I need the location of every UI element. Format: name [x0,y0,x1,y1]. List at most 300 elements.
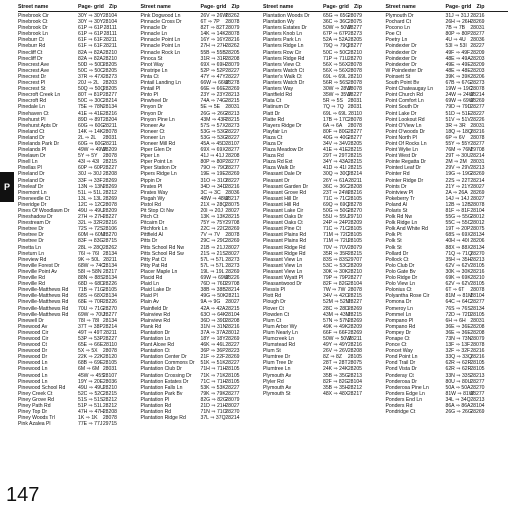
page-grid: 20J ⇒ 2L [78,80,99,87]
page-grid: 26V ⇒ 26V [323,348,349,355]
zip-code: 28269 [102,183,117,190]
street-name: Polk St [385,238,402,245]
zip-code: 28208 [102,409,117,416]
page-grid: 30J ⇒ 30J [78,171,102,178]
street-name: Platte Rd [263,116,284,123]
zip-code: 28277 [470,140,485,147]
street-name: Pleasant Ridge Rd [263,250,306,257]
street-name: Pitty Pat Rd [140,262,168,269]
page-grid: 53I ⇒ 53I [445,43,467,50]
page-grid: 46K ⇒ 46L [200,342,226,349]
zip-code: 28277 [225,165,240,172]
zip-code: 28208 [102,171,117,178]
page-grid: 33F ⇒ 33F [78,177,103,184]
page-grid: 30Y ⇒ 30Y [78,13,104,19]
zip-code: 28078 [102,415,117,422]
page-grid: 88X ⇒ 88X [445,244,471,251]
street-name: Pioneer Ln [140,134,166,141]
page-grid: 79K ⇒ 79K [200,390,226,397]
page-grid: 17B ⇒ 17C [323,116,349,123]
page-grid: 63O ⇒ 64K [200,311,227,318]
zip-code: 28208 [225,55,240,62]
page-grid: 26H ⇒ 26H [445,19,472,26]
zip-code: 28212 [102,189,117,196]
zip-code: 28105 [470,366,485,373]
page-grid: 71C ⇒ 71C [323,226,349,233]
zip-header: Zip [109,4,117,10]
page-grid: 29T ⇒ 30U [445,153,471,160]
street-name: Pompano Pl [385,317,414,324]
street-name: Pleasant Plains Rd [263,232,307,239]
page-grid: 35B ⇒ 35G [323,372,349,379]
street-name: Plantation Club Dr [140,366,182,373]
page-grid: 75Y ⇒ 75Y [200,220,226,227]
page-grid: 62V ⇒ 62V [445,262,471,269]
page-grid: 71H ⇒ 71H [200,366,227,373]
zip-code: 28227 [470,110,485,117]
zip-code: 28078 [347,86,362,93]
street-name: Placer Maple Ln [140,268,178,275]
page-grid: 78I ⇒ 78I [78,317,100,324]
zip-code: 28269 [225,226,240,233]
zip-code: 28216 [102,110,117,117]
zip-code: 28277 [347,134,362,141]
zip-code: 28227 [225,177,240,184]
page-grid: 43M ⇒ 43M [323,311,350,318]
page-grid: 49U ⇒ 49U [78,208,104,214]
street-name: Pinecliff Dr [18,55,43,62]
page-grid: 24W ⇒ 24W [445,92,474,99]
page-grid: 5Y ⇒ 5Y [78,153,98,160]
street-name: Plymouth Dr [385,13,414,19]
page-grid: 76I ⇒ 76I [78,250,100,257]
page-grid: 3R ⇒ 3R [445,122,466,129]
street-name: Plum St [263,348,281,355]
street-name: Plum Tree Dr [263,360,294,367]
zip-code: 28075 [470,226,485,233]
page-grid: 30K ⇒ 30K [323,268,349,275]
street-name: Poland Al [385,201,408,208]
page-grid: 43M ⇒ 43R [200,116,227,123]
page-grid: 33Q ⇒ 33Q [445,354,472,361]
street-name: Pinebrook Dr [18,25,48,32]
page-number: 147 [6,484,40,506]
page-grid: 33N ⇒ 33S [445,372,472,379]
page-grid: 5E ⇒ 5E [200,104,221,111]
street-name: Plowden Ct [263,311,290,318]
zip-code: 28216 [470,268,485,275]
street-name: Plessis Pl [263,287,286,294]
zip-code: 28203 [470,55,485,62]
page-grid: 19W ⇒ 19C [445,86,473,93]
zip-code: 28209 [470,49,485,56]
street-name: Pines Of Woodlawn Dr [18,208,70,214]
page-grid: 36E ⇒ 36E [445,329,471,336]
street-name: Players Ridge Dr [263,122,302,129]
street-name: Pineridge Dr [18,201,47,208]
street-name: Pleasant View Ln [263,256,303,263]
zip-code: 28223 [225,348,240,355]
zip-code: 28208 [470,329,485,336]
zip-code: 28105 [470,281,485,288]
zip-code: 28269 [347,305,362,312]
street-name: Pinewood Cir [18,335,49,342]
page-grid: 32L ⇒ 32R [78,220,103,227]
page-grid: 12B ⇒ 12B [445,201,471,208]
page-grid: 49E ⇒ 49E [445,61,471,68]
street-name: Pinnacle Cross Dr [140,19,182,26]
page-grid: 47Y ⇒ 47Y [200,73,226,80]
page-grid: 69K ⇒ 69K [445,275,471,282]
page-grid: 29T ⇒ 29T [323,153,348,160]
page-grid: 71P ⇒ 71U [323,55,349,62]
page-grid: 43I ⇒ 43I [78,159,100,166]
street-name: Pokeberry Tr [385,195,415,202]
street-name: Plaid Lake Dr [140,287,172,294]
page-grid: 51D ⇒ 51E [445,110,472,117]
page-grid: 2A ⇒ 26A [445,189,468,196]
zip-code: 28210 [102,384,117,391]
street-name: Pollock Ct [385,256,409,263]
page-grid: 58I ⇒ 58N [78,268,102,275]
street-name: Pointer Ridge Dr [385,177,424,184]
street-name: Pleasant View Ln [263,262,303,269]
page-grid: 79D ⇒ 79D [445,104,472,111]
street-name: Plum Ct [263,317,282,324]
zip-code: 28273 [225,122,240,129]
street-name: Plantfield Rd [263,92,292,99]
zip-code: 28215 [225,98,240,105]
page-grid: 23Y ⇒ 23Y [200,92,226,99]
zip-code: 28216 [470,348,485,355]
zip-code: 28277 [347,25,362,32]
zip-code: 28031 [470,159,485,166]
zip-code: 28078 [102,348,117,355]
page-grid: 50C ⇒ 30C [78,98,104,105]
zip-code: 28078 [470,86,485,93]
page-grid: 73N ⇒ 73N [445,335,472,342]
zip-code: 28208 [347,348,362,355]
zip-code: 28205 [102,61,117,68]
street-name: Pleasant Ridge Rd [263,244,306,251]
zip-code: 28227 [225,384,240,391]
street-name: Pinetree Dr [18,232,44,239]
street-name: Pinecliff Ct [18,49,43,56]
street-name: Polk Rd Nw [385,214,413,221]
zip-code: 28269 [470,189,485,196]
zip-code: 28134 [102,262,117,269]
street-name: Pinewood School Rd [18,384,66,391]
page-grid: 37A ⇒ 37A [200,329,226,336]
zip-code: 28079 [225,61,240,68]
street-name: Pointe Regatta Dr [385,159,426,166]
street-name: Pleasant Pine Ct [263,226,301,233]
page-grid: 67P ⇒ 67P [323,31,349,38]
street-name: Point South Dr [385,104,419,111]
zip-code: 28211 [103,329,117,336]
zip-code: 28031 [347,98,362,105]
street-name: Pinebrook Ct [18,19,48,26]
page-grid: 65E ⇒ 66E [78,342,104,349]
zip-code: 28215 [347,165,362,172]
zip-code: 28273 [347,31,362,38]
page-grid: 80U ⇒ 80U [445,378,472,385]
page-grid: 29C ⇒ 29C [200,238,227,245]
street-name: Pinewood Ln [18,360,48,367]
zip-code: 28269 [470,19,485,26]
zip-code: 28031 [470,122,485,129]
zip-code: 28104 [470,293,485,300]
page-grid: 72S ⇒ 72S [78,226,104,233]
page-grid: 35W ⇒ 35W [323,92,352,99]
street-name: Plymouth Av [263,384,292,391]
zip-code: 28269 [225,86,240,93]
zip-code: 28078 [225,31,240,38]
page-grid: 14K ⇒ 14K [200,31,226,38]
zip-code: 28216 [470,13,485,19]
street-name: South Point Bv [385,80,420,87]
street-name: Pointer Rd [385,171,410,178]
page-grid: 6M ⇒ 6M [78,366,100,373]
zip-code: 28214 [470,92,485,99]
page-grid: 26G ⇒ 26G [445,409,472,416]
zip-code: 28217 [347,390,362,397]
zip-code: 28078 [102,153,117,160]
street-name: Pineville Point Av [18,268,57,275]
street-name: Playfair Ln [263,128,288,135]
page-grid: 69W ⇒ 70U [78,311,105,318]
page-grid: 82A ⇒ 82A [78,55,103,62]
street-name-header: Street name [18,4,49,10]
page-grid: 49T ⇒ 49T [78,329,103,336]
street-name: Point West Dr [385,153,417,160]
zip-code: 28104 [102,19,117,26]
zip-code: 29708 [225,281,240,288]
zip-code: 28277 [102,311,117,318]
page-grid: 60P ⇒ 60P [78,165,104,172]
street-name: Pineturn Ln [18,250,45,257]
street-name: Plainfield Dr [140,305,168,312]
street-name: Pinnacle Ln [140,31,168,38]
zip-code: 28211 [103,37,117,44]
page-grid: 8Z ⇒ 8Z [323,354,342,361]
street-name: Pineville Rd [18,281,45,288]
zip-code: 28078 [347,116,362,123]
zip-code: 28079 [225,25,240,32]
street-name: Pineview Rd [18,256,47,263]
page-grid: 68W ⇒ 74C [78,262,105,269]
zip-code: 28277 [470,378,485,385]
zip-code: 28227 [470,43,485,50]
street-name: Pleasant Garden Dr [263,183,309,190]
page-grid: 37T ⇒ 38P [78,323,103,330]
street-name: Pineburr Ct [18,37,44,44]
street-name: Plaza Walk Dr [263,165,296,172]
street-name: Plantation Ln [140,335,171,342]
zip-code: 28227 [347,92,362,99]
street-name: Plata Ct [263,98,282,105]
street-name: Piper Ln [140,153,160,160]
index-column [263,4,386,427]
index-column [386,4,509,427]
zip-code: 28269 [225,354,240,361]
page-grid: 56X ⇒ 56X [323,67,349,74]
street-name: Plymouth St [263,390,291,397]
zip-code: 28134 [102,104,117,111]
street-name: Poindexter Dr [385,55,417,62]
zip-code: 28226 [102,281,117,288]
street-name: Pitchfork Ln [140,226,168,233]
street-name: Piper Point Ln [140,159,173,166]
street-name: Pistol Rd [140,201,161,208]
zip-code: 28206 [470,73,485,80]
zip-code: 28269 [470,171,485,178]
street-name: Ponape Ct [385,335,410,342]
zip-code: 28273 [225,262,240,269]
street-name: Pointview Pl [385,189,414,196]
street-name: Plaza Rd Ext [263,159,293,166]
street-name: Plantation Rd [140,403,172,409]
zip-code: 28270 [347,208,362,214]
street-name: Pinetree Dr [18,238,44,245]
zip-code: 28215 [347,159,362,166]
zip-code: 28269 [225,238,240,245]
street-entry [386,409,509,415]
street-name: Pineland Dr [18,171,45,178]
zip-code: 28278 [225,80,240,87]
zip-code: 28213 [225,110,240,117]
street-name: Planters Park Ln [263,37,301,44]
street-name: Pinellas Pl [18,165,42,172]
street-name: Polk St [385,244,402,251]
page-grid: 28T ⇒ 28T [323,360,348,367]
page-grid: 82F ⇒ 82G [323,378,349,385]
page-grid: 14K ⇒ 14K [78,128,104,135]
zip-code: 28204 [102,116,117,123]
page-grid: 69W ⇒ 69W [445,98,474,105]
street-name: Polonius Ct [385,287,412,294]
page-grid: 57N ⇒ 57N [323,317,349,324]
zip-code: 28205 [102,67,117,74]
zip-code: 28269 [102,195,117,202]
street-name: Pinewood Ln [18,366,48,373]
zip-code: 28277 [102,92,117,99]
zip-code: 28211 [103,256,117,263]
page-grid: 64C ⇒ 64C [445,299,472,306]
page-grid: 36C ⇒ 36C [323,183,349,190]
page-grid: 22K ⇒ 22K [78,354,104,361]
street-name: Polk Pt [385,232,402,239]
street-name: Pitts Dr [140,238,158,245]
page-grid: 71M ⇒ 72U [323,238,350,245]
zip-code: 28269 [102,177,117,184]
street-name: Point Chateaugay Ln [385,86,434,93]
street-name: Plum Arbor Wy [263,323,297,330]
street-name: Pineland Dr [18,134,45,141]
zip-code: 28215 [347,147,362,154]
street-name: Pocono Ln [385,25,410,32]
page-grid: 66F ⇒ 66F [323,329,348,336]
street-name: Pineville Forest Dr [18,262,60,269]
zip-code: 28211 [103,43,117,50]
page-grid: 38B ⇒ 38B [200,287,226,294]
page-grid: 41E ⇒ 41E [323,147,349,154]
zip-code: 28227 [347,299,362,306]
zip-code: 28227 [225,134,240,141]
street-name: Planters View Ct [263,61,301,68]
zip-header: Zip [476,4,485,10]
street-name: Pinehurst Pl [18,116,46,123]
page-grid: 50G ⇒ 50G [323,208,350,214]
index-columns [18,4,508,427]
street-name: Planter's Walk Ct [263,73,302,80]
street-name: Ponders Rd [385,403,413,409]
zip-code: 28075 [347,360,362,367]
page-grid: 68S ⇒ 69X [445,232,471,239]
street-name: Polo Ridge Dr [385,275,418,282]
zip-code: 28107 [225,140,240,147]
street-name-header: Street name [140,4,171,10]
street-name: Pinta Ct [140,73,159,80]
street-name: Pinehaven Ct [18,110,49,117]
street-name: Pompano Rd [385,323,416,330]
page-grid: 13F ⇒ 13F [445,342,471,349]
street-name: Piney Creek Ct [18,390,53,397]
zip-code: 28078 [225,19,240,26]
zip-code: 28209 [347,323,362,330]
street-name: Pitcairn Dr [140,220,165,227]
street-name: Plymouth Av [263,372,292,379]
street-name: Planters Ridge Ln [263,43,304,50]
zip-code: 28031 [470,25,485,32]
page-grid: 45A ⇒ 45D [200,140,226,147]
page-grid: 32F ⇒ 32F [445,348,471,355]
zip-code: 28269 [225,171,240,178]
zip-code: 28105 [347,232,362,239]
page-grid: 23T ⇒ 24W [323,189,350,196]
page-grid: 49K ⇒ 49K [323,323,349,330]
page-grid: 7Q ⇒ 7Q [323,104,344,111]
zip-code: 28210 [347,73,362,80]
street-name: Pinehurst Apts Dr [18,122,58,129]
street-name: Pinell Ln [18,159,38,166]
page-grid: 35H ⇒ 35H [445,256,472,263]
zip-code: 28031 [102,366,117,373]
zip-code: 28226 [470,116,485,123]
street-name: Pipers Ridge Ln [140,171,177,178]
street-name: Plantation Commons Dr [140,360,195,367]
page-grid: 52P ⇒ 52P [200,67,226,74]
page-grid: 82G ⇒ 82G [200,396,227,403]
page-grid: 50D ⇒ 50D [78,61,104,68]
zip-code: 28027 [225,250,240,257]
zip-code: 28215 [347,311,362,318]
page-grid: 72D ⇒ 72D [445,311,472,318]
street-name: Piper Station Dr [140,165,177,172]
page-grid: 36P ⇒ 36P [200,348,226,355]
page-grid: 41E ⇒ 41E [78,110,104,117]
street-name: Pinnacle Point Ln [140,43,181,50]
zip-code: 28111 [103,25,117,32]
column-header-row [141,4,264,12]
page-grid: 9A ⇒ 9G [200,299,221,306]
page-grid: 57L ⇒ 57L [200,262,225,269]
zip-code: 28277 [225,159,240,166]
page-grid: 80F ⇒ 80G [323,128,349,135]
zip-code: 28273 [470,80,485,87]
street-name: Pink Azalea Pl [18,421,51,428]
page-grid: 31N ⇒ 31N [200,323,227,330]
